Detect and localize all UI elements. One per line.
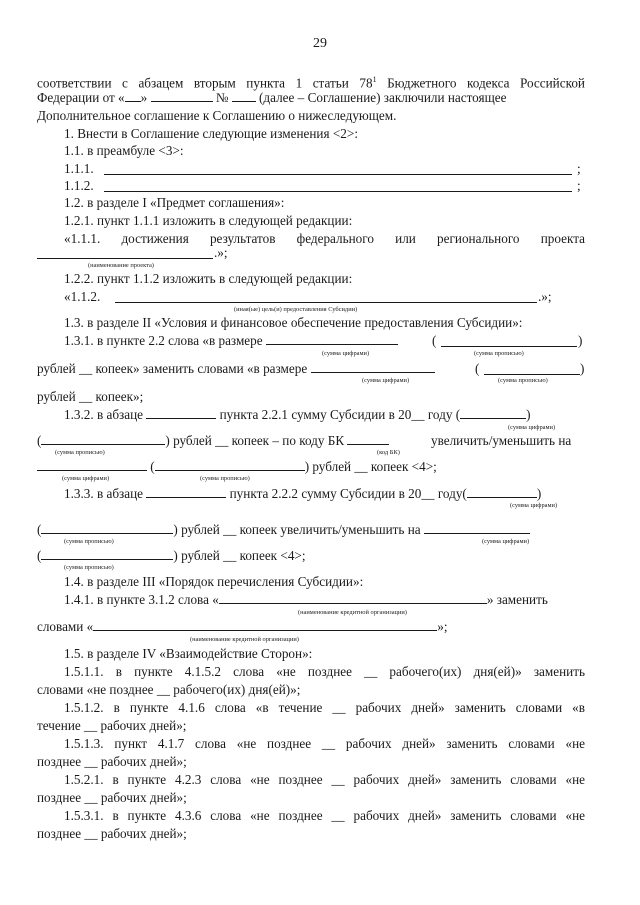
intro-line-3: Дополнительное соглашение к Соглашению о нижеследующем.: [37, 108, 397, 123]
caption-bk: (код БК): [377, 449, 400, 456]
quote-1-1-2: «1.1.2.: [64, 289, 101, 304]
caption-digits: (сумма цифрами): [62, 475, 110, 482]
quote-1-1-1: «1.1.1. достижения результатов федерального или регионального проекта: [64, 231, 585, 246]
caption-digits: (сумма цифрами): [508, 424, 556, 431]
caption-digits: (сумма цифрами): [482, 538, 530, 545]
item-1-5-1-2-b: течение __ рабочих дней»;: [37, 718, 187, 733]
item-1-5-2-1-b: позднее __ рабочих дней»;: [37, 790, 187, 805]
semicolon: ;: [577, 161, 581, 176]
item-1-5-2-1: 1.5.2.1. в пункте 4.2.3 слова «не позднее __ рабочих дней» заменить словами «не: [64, 772, 585, 787]
item-1-2-1: 1.2.1. пункт 1.1.1 изложить в следующей редакции:: [64, 213, 353, 228]
item-1-3-1-c: рублей __ копеек»;: [37, 389, 144, 404]
semicolon: ;: [577, 178, 581, 193]
page-number: 29: [313, 36, 327, 51]
item-1-2-2: 1.2.2. пункт 1.1.2 изложить в следующей редакции:: [64, 271, 353, 286]
paren-close: ): [580, 361, 585, 376]
caption-words: (сумма прописью): [64, 538, 114, 545]
item-1-5-1-1: 1.5.1.1. в пункте 4.1.5.2 слова «не позднее __ рабочего(их) дня(ей)» заменить: [64, 664, 585, 679]
item-1-5-3-1: 1.5.3.1. в пункте 4.3.6 слова «не позднее __ рабочих дней» заменить словами «не: [64, 808, 585, 823]
item-1-5-1-1-b: словами «не позднее __ рабочего(их) дня(ей)»;: [37, 682, 301, 697]
paren-close: ): [578, 333, 583, 348]
caption-bank: (наименование кредитной организации): [298, 609, 407, 616]
blank-line: [37, 258, 213, 259]
section-1-3: 1.3. в разделе II «Условия и финансовое обеспечение предоставления Субсидии»:: [64, 315, 523, 330]
item-1-1-2: 1.1.2.: [64, 178, 94, 193]
item-1-4-1-c: словами « »;: [37, 619, 448, 634]
caption-goals: (иная(ые) цель(и) предоставления Субсидии): [234, 306, 358, 313]
item-1-3-2: 1.3.2. в абзаце пункта 2.2.1 сумму Субсидии в 20__ году ( ): [64, 407, 531, 422]
caption-digits: (сумма цифрами): [510, 502, 558, 509]
caption-bank: (наименование кредитной организации): [190, 636, 299, 643]
caption-words: (сумма прописью): [474, 350, 524, 357]
blank-line: [441, 346, 577, 347]
caption-words: (сумма прописью): [64, 564, 114, 571]
section-1: 1. Внести в Соглашение следующие изменения <2>:: [64, 126, 358, 141]
item-1-5-1-3-b: позднее __ рабочих дней»;: [37, 754, 187, 769]
intro-line-2: Федерации от « » № (далее – Соглашение) заключили настоящее: [37, 90, 507, 105]
item-1-3-1-b: рублей __ копеек» заменить словами «в размере: [37, 361, 435, 377]
blank-line: [115, 302, 537, 303]
blank-line: [484, 374, 580, 375]
caption-digits: (сумма цифрами): [362, 377, 410, 384]
paren-open: (: [432, 333, 437, 348]
section-1-1: 1.1. в преамбуле <3>:: [64, 143, 184, 158]
section-1-5: 1.5. в разделе IV «Взаимодействие Сторон»:: [64, 646, 313, 661]
blank-line: [104, 191, 572, 192]
caption-project: (наименование проекта): [88, 262, 154, 269]
quote-end: .»;: [214, 245, 228, 260]
section-1-2: 1.2. в разделе I «Предмет соглашения»:: [64, 195, 285, 210]
item-1-4-1: 1.4.1. в пункте 3.1.2 слова « » заменить: [64, 592, 548, 607]
intro-line-1: соответствии с абзацем вторым пункта 1 статьи $78^1$ Бюджетного кодекса Российской: [37, 75, 585, 91]
caption-words: (сумма прописью): [55, 449, 105, 456]
item-1-3-2-c: ( ) рублей __ копеек <4>;: [37, 459, 437, 475]
item-1-3-3: 1.3.3. в абзаце пункта 2.2.2 сумму Субсидии в 20__ году( ): [64, 486, 542, 501]
section-1-4: 1.4. в разделе III «Порядок перечисления Субсидии»:: [64, 574, 364, 589]
item-1-3-2-b: ( ) рублей __ копеек – по коду БК: [37, 433, 389, 449]
item-1-3-1: 1.3.1. в пункте 2.2 слова «в размере: [64, 333, 398, 349]
caption-words: (сумма прописью): [200, 475, 250, 482]
item-1-1-1: 1.1.1.: [64, 161, 94, 176]
item-1-3-3-c: ( ) рублей __ копеек <4>;: [37, 548, 306, 563]
quote-end: .»;: [538, 289, 552, 304]
item-1-5-1-3: 1.5.1.3. пункт 4.1.7 слова «не позднее __ рабочих дней» заменить словами «не: [64, 736, 585, 751]
item-1-5-3-1-b: позднее __ рабочих дней»;: [37, 826, 187, 841]
item-1-5-1-2: 1.5.1.2. в пункте 4.1.6 слова «в течение __ рабочих дней» заменить словами «в: [64, 700, 585, 715]
item-1-3-3-b: ( ) рублей __ копеек увеличить/уменьшить на: [37, 522, 530, 538]
blank-line: [104, 174, 572, 175]
paren-open: (: [475, 361, 480, 376]
caption-digits: (сумма цифрами): [322, 350, 370, 357]
caption-words: (сумма прописью): [498, 377, 548, 384]
increase-decrease: увеличить/уменьшить на: [431, 433, 572, 448]
